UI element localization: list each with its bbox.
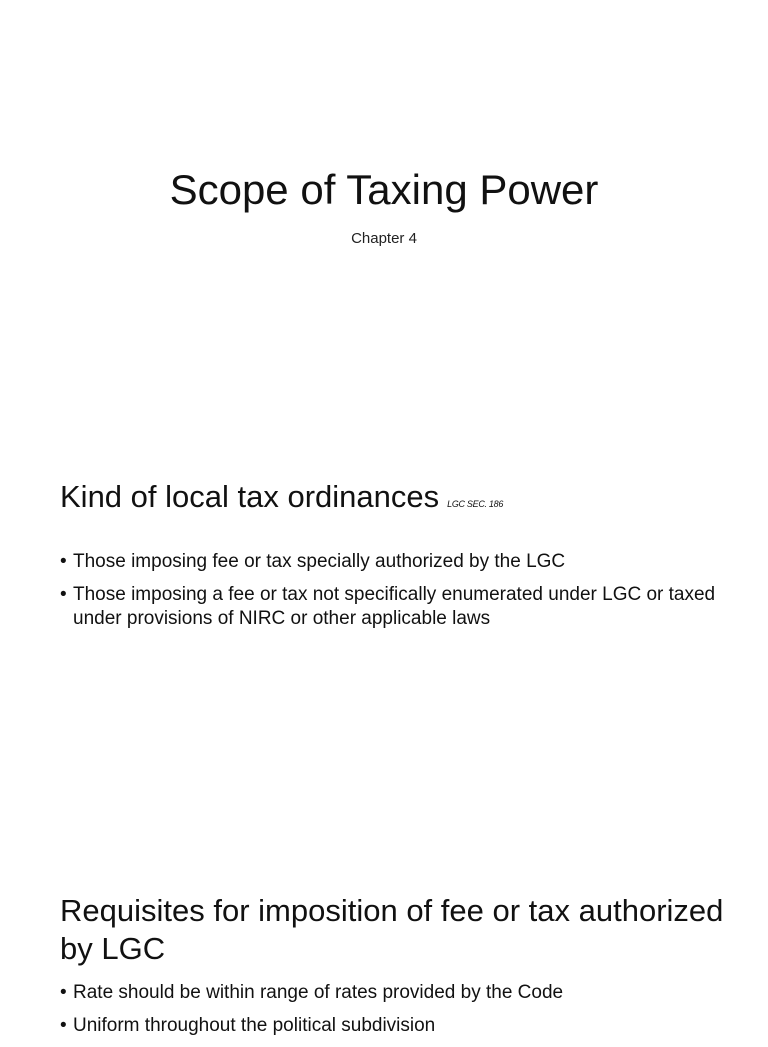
slide-heading-text: Kind of local tax ordinances <box>60 479 440 514</box>
bullet-text: Those imposing a fee or tax not specifically enumerated under LGC or taxed under provisions of NIRC or other applicable laws <box>73 584 716 629</box>
bullet-item <box>60 1014 738 1038</box>
slide-title: Scope of Taxing Power <box>169 166 599 213</box>
content-slide-tax-ordinances <box>0 430 768 830</box>
content-slide-requisites <box>0 860 768 1036</box>
slide-subtitle: Chapter 4 <box>351 230 417 247</box>
slide-heading <box>60 478 728 523</box>
bullet-item <box>60 981 738 1005</box>
bullet-item <box>60 550 738 574</box>
section-reference: LGC SEC. 186 <box>447 499 504 509</box>
bullet-list <box>60 981 738 1047</box>
bullet-text: Rate should be within range of rates provided by the Code <box>73 982 564 1003</box>
bullet-icon: • <box>60 584 67 605</box>
title-slide <box>0 0 768 400</box>
bullet-icon: • <box>60 1015 67 1036</box>
bullet-icon: • <box>60 982 67 1003</box>
bullet-item <box>60 583 738 631</box>
bullet-text: Uniform throughout the political subdivision <box>73 1015 436 1036</box>
bullet-text: Those imposing fee or tax specially authorized by the LGC <box>73 551 566 572</box>
slide-heading: Requisites for imposition of fee or tax authorized by LGC <box>60 893 724 966</box>
bullet-list <box>60 550 738 640</box>
bullet-icon: • <box>60 551 67 572</box>
